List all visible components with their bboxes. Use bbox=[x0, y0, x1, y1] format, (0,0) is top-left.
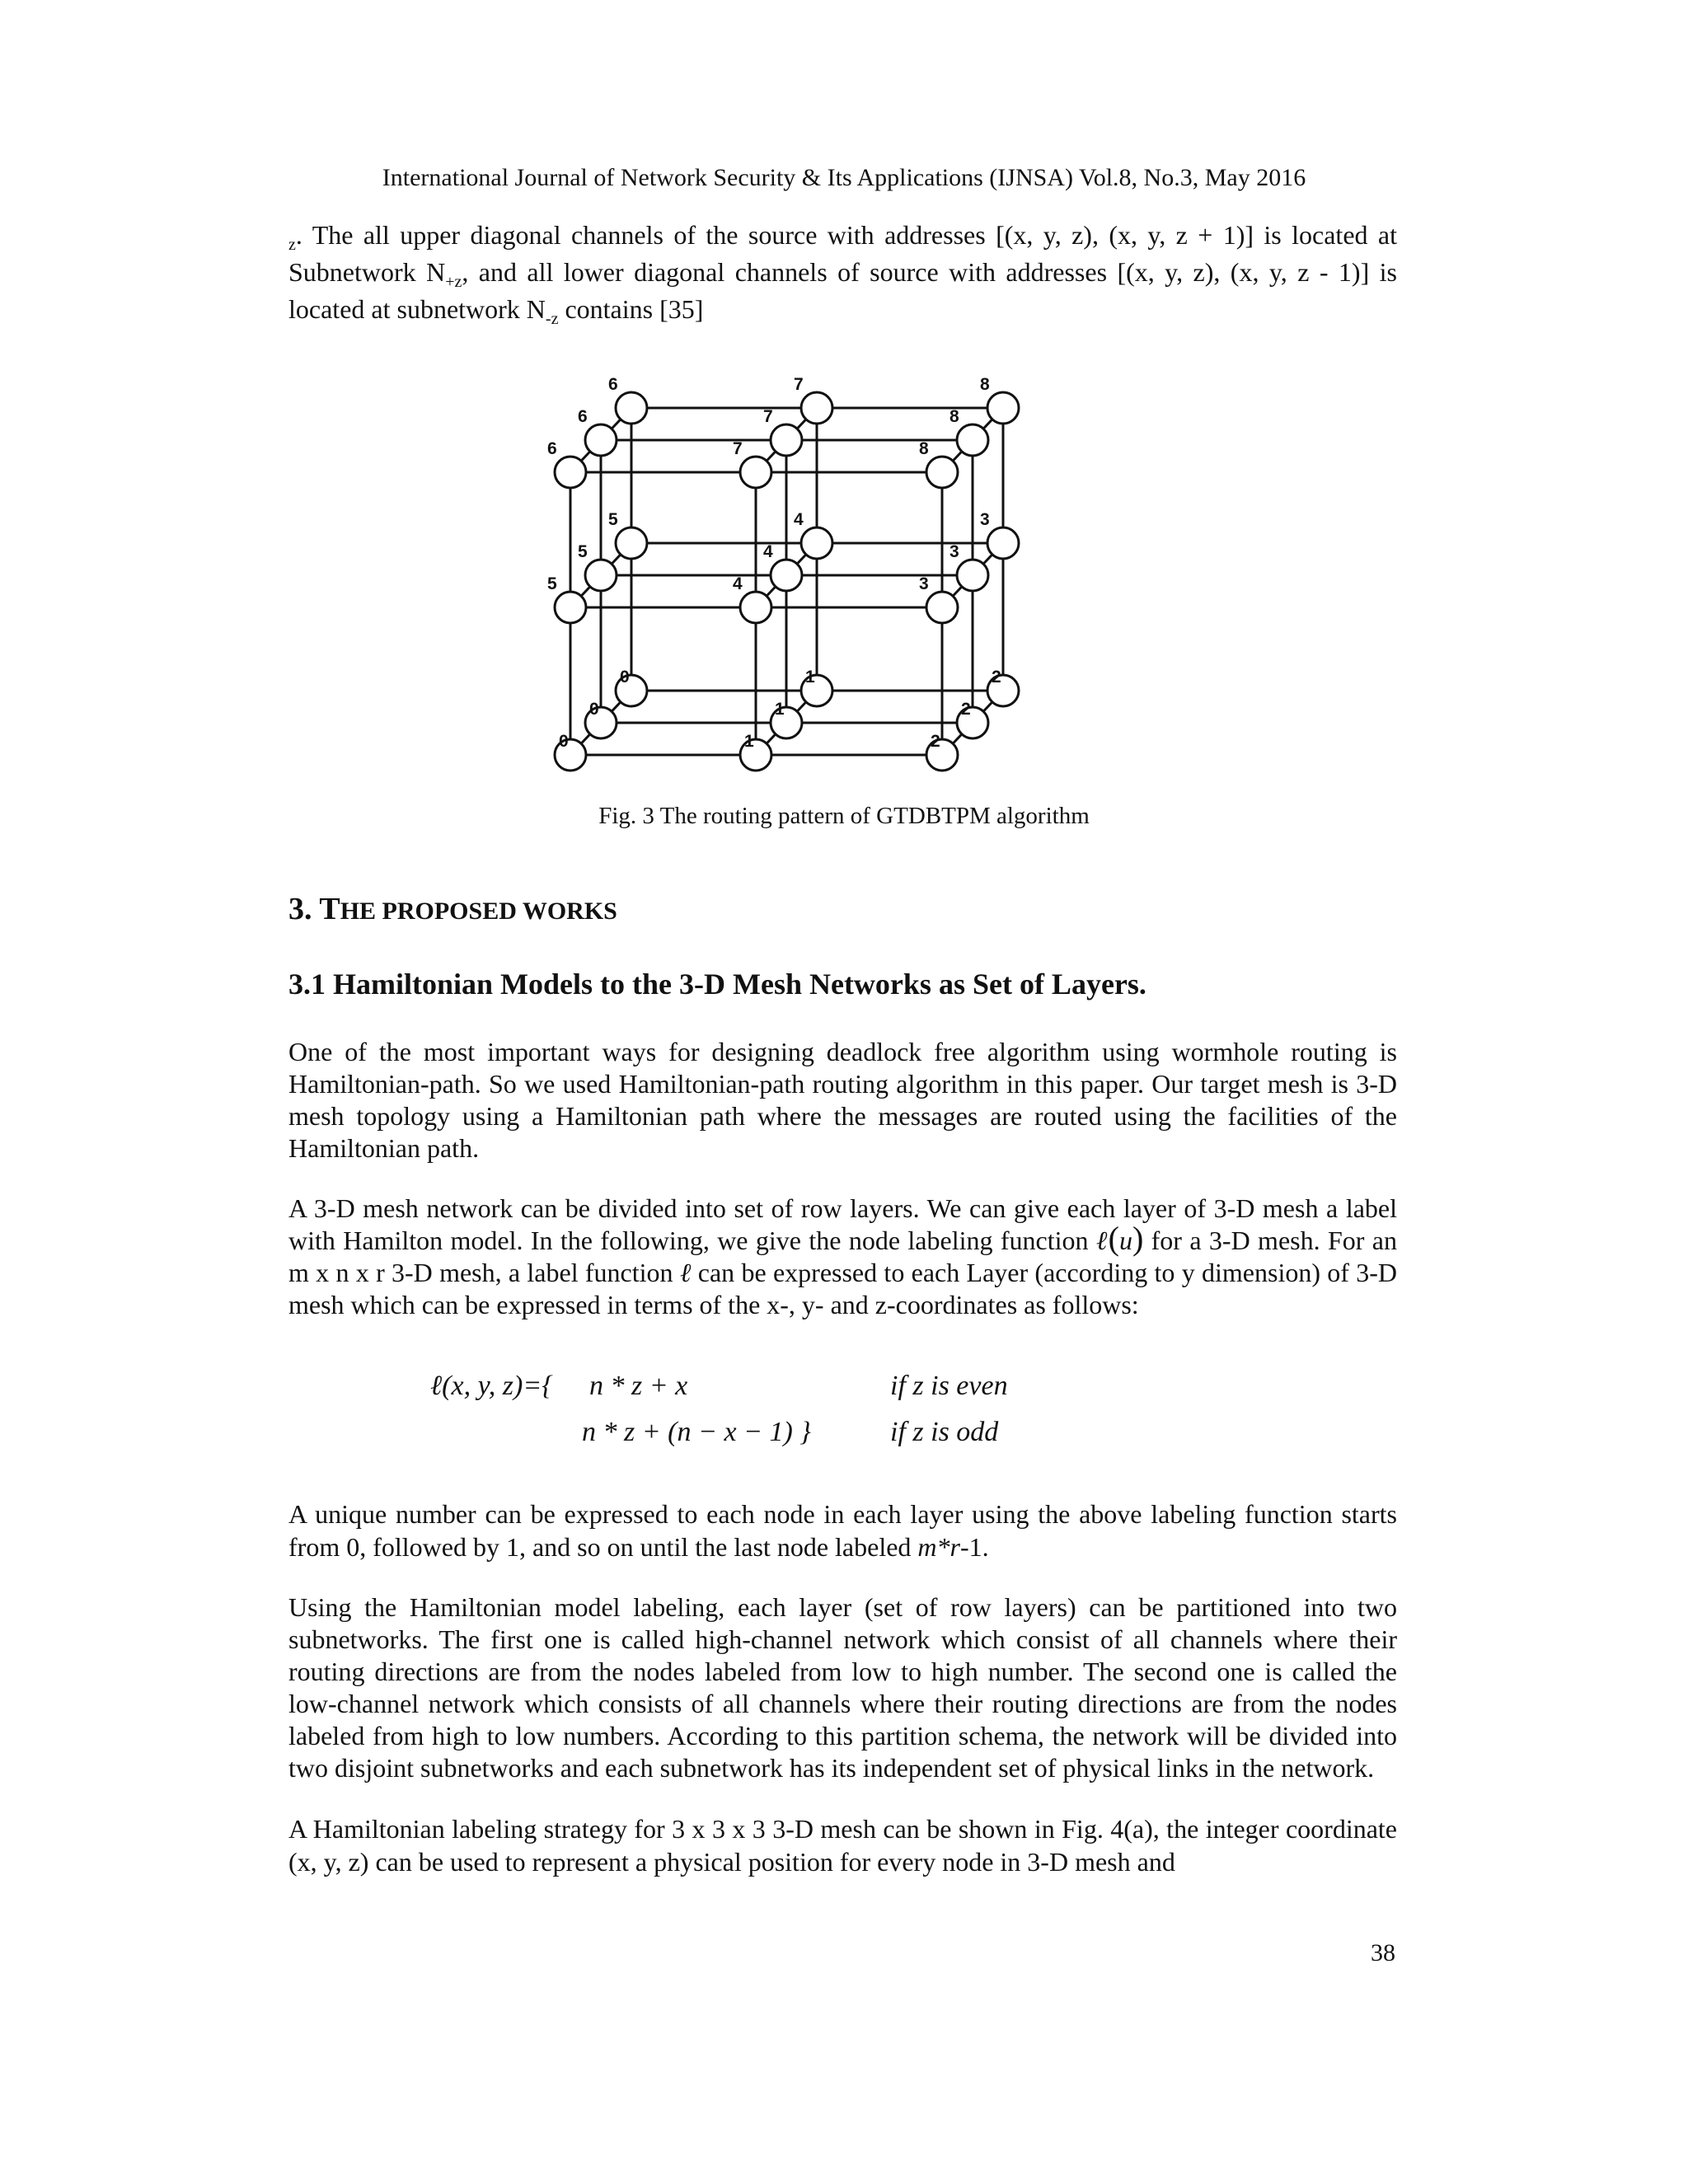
formula-case1-condition: if z is even bbox=[890, 1371, 1008, 1401]
mesh-node-label: 2 bbox=[961, 700, 971, 719]
formula-case2-expression: n * z + (n − x − 1) } bbox=[582, 1417, 811, 1447]
mesh-node bbox=[801, 527, 832, 559]
section-3-heading bbox=[288, 890, 617, 930]
mesh-node bbox=[616, 527, 647, 559]
mesh-node-label: 4 bbox=[794, 510, 804, 529]
paren-open: ( bbox=[1108, 1220, 1119, 1257]
figure-3-mesh bbox=[0, 0, 1688, 824]
running-header: International Journal of Network Security & Its Applications (IJNSA) Vol.8, No.3, May 2016 bbox=[382, 164, 1306, 191]
intro-text-3: contains [35] bbox=[558, 294, 704, 324]
mesh-node bbox=[926, 457, 958, 488]
intro-text-2: , and all lower diagonal channels of source with addresses [(x, y, z), (x, y, z - 1)] is located at subnetwork N bbox=[288, 257, 1397, 324]
mesh-node-label: 0 bbox=[559, 732, 569, 751]
mesh-node bbox=[555, 592, 586, 623]
mesh-node-label: 5 bbox=[608, 510, 618, 529]
mesh-node bbox=[801, 392, 832, 424]
mesh-node-label: 1 bbox=[805, 668, 815, 687]
mesh-node bbox=[740, 457, 771, 488]
m-r-expression: m*r bbox=[917, 1532, 960, 1562]
mesh-node-label: 3 bbox=[950, 542, 959, 561]
page-number: 38 bbox=[1371, 1939, 1395, 1966]
formula-case2-condition: if z is odd bbox=[890, 1417, 999, 1447]
subscript-z: z bbox=[288, 236, 296, 254]
mesh-node-label: 8 bbox=[980, 375, 990, 394]
ell-symbol-2: ℓ bbox=[679, 1257, 692, 1288]
mesh-node bbox=[616, 392, 647, 424]
mesh-node-label: 8 bbox=[950, 407, 959, 426]
mesh-node-label: 0 bbox=[620, 668, 630, 687]
mesh-node-label: 6 bbox=[578, 407, 588, 426]
paren-close: ) bbox=[1132, 1220, 1144, 1257]
figure-3-caption: Fig. 3 The routing pattern of GTDBTPM algorithm bbox=[598, 803, 1090, 829]
mesh-node bbox=[740, 592, 771, 623]
section-3-number: 3. bbox=[288, 892, 320, 926]
para2-text-2: for a 3-D mesh. For an m x n x r 3-D mesh, a label function bbox=[288, 1226, 1398, 1287]
mesh-node bbox=[957, 424, 988, 456]
mesh-node-label: 7 bbox=[794, 375, 804, 394]
paragraph-labeling-strategy: A Hamiltonian labeling strategy for 3 x 3 x 3 3-D mesh can be shown in Fig. 4(a), the integer coordinate (x, y, z) can be used to represent a physical position for every node in 3-D mesh and bbox=[288, 1814, 1397, 1877]
mesh-node-label: 1 bbox=[775, 700, 785, 719]
section-3-title-initial: T bbox=[319, 892, 340, 926]
mesh-node-label: 3 bbox=[919, 574, 929, 593]
mesh-node-label: 4 bbox=[763, 542, 773, 561]
u-variable: u bbox=[1118, 1226, 1132, 1255]
paragraph-labeling-function bbox=[288, 1193, 1397, 1321]
para2-text-1: A 3-D mesh network can be divided into set of row layers. We can give each layer of 3-D mesh a label with Hamilton model. In the following, we give the node labeling function bbox=[288, 1193, 1397, 1255]
mesh-node-label: 8 bbox=[919, 439, 929, 458]
mesh-node-label: 6 bbox=[547, 439, 557, 458]
para3-text-1: A unique number can be expressed to each node in each layer using the above labeling function starts from 0, followed by 1, and so on until the last node labeled bbox=[288, 1499, 1397, 1562]
mesh-node-label: 7 bbox=[733, 439, 743, 458]
mesh-node-label: 7 bbox=[763, 407, 773, 426]
body-block-1 bbox=[288, 1036, 1397, 1321]
mesh-node bbox=[585, 424, 617, 456]
mesh-node bbox=[957, 560, 988, 591]
mesh-node-label: 4 bbox=[733, 574, 743, 593]
intro-text-1: . The all upper diagonal channels of the source with addresses [(x, y, z), (x, y, z + 1)] is located at Subnetwork N bbox=[288, 220, 1397, 287]
mesh-node-label: 0 bbox=[589, 700, 599, 719]
mesh-node-label: 2 bbox=[931, 732, 940, 751]
mesh-node-label: 6 bbox=[608, 375, 618, 394]
section-3-1-heading: 3.1 Hamiltonian Models to the 3-D Mesh Networks as Set of Layers. bbox=[288, 968, 1146, 1001]
mesh-node-label: 3 bbox=[980, 510, 990, 529]
formula-case1-expression: n * z + x bbox=[589, 1371, 688, 1401]
paragraph-hamiltonian-path: One of the most important ways for designing deadlock free algorithm using wormhole routing is Hamiltonian-path. So we used Hamiltonian-path routing algorithm in this paper. Our target mesh is 3-D mesh topology using a Hamiltonian path where the messages are routed using the facilities of the Hamiltonian path. bbox=[288, 1037, 1397, 1163]
mesh-node bbox=[555, 457, 586, 488]
mesh-node bbox=[987, 392, 1019, 424]
subscript-minus-z: -z bbox=[545, 310, 559, 328]
mesh-node bbox=[926, 592, 958, 623]
mesh-node-label: 5 bbox=[547, 574, 557, 593]
body-block-2 bbox=[288, 1497, 1397, 1878]
paragraph-unique-number bbox=[288, 1497, 1397, 1563]
subscript-plus-z: +z bbox=[445, 273, 462, 291]
mesh-node-label: 1 bbox=[744, 732, 754, 751]
mesh-nodes bbox=[555, 392, 1019, 771]
paragraph-subnetworks: Using the Hamiltonian model labeling, each layer (set of row layers) can be partitioned into two subnetworks. The first one is called high-channel network which consist of all channels where their routing directions are from the nodes labeled from low to high number. The second one is called the low-channel network which consists of all channels where their routing directions are from the nodes labeled from high to low numbers. According to this partition schema, the network will be divided into two disjoint subnetworks and each subnetwork has its independent set of physical links in the network. bbox=[288, 1592, 1397, 1783]
mesh-node bbox=[771, 424, 802, 456]
para2-text-3: can be expressed to each Layer (according to y dimension) of 3-D mesh which can be expressed in terms of the x-, y- and z-coordinates as follows: bbox=[288, 1258, 1398, 1319]
section-3-title-rest: HE PROPOSED WORKS bbox=[340, 898, 617, 925]
para3-text-2: -1. bbox=[959, 1532, 989, 1562]
mesh-node bbox=[585, 560, 617, 591]
ell-symbol: ℓ bbox=[1095, 1225, 1109, 1256]
mesh-node-label: 2 bbox=[992, 668, 1001, 687]
mesh-node bbox=[771, 560, 802, 591]
mesh-node bbox=[987, 527, 1019, 559]
mesh-node-label: 5 bbox=[578, 542, 588, 561]
formula-lhs: ℓ(x, y, z)={ bbox=[430, 1371, 553, 1401]
